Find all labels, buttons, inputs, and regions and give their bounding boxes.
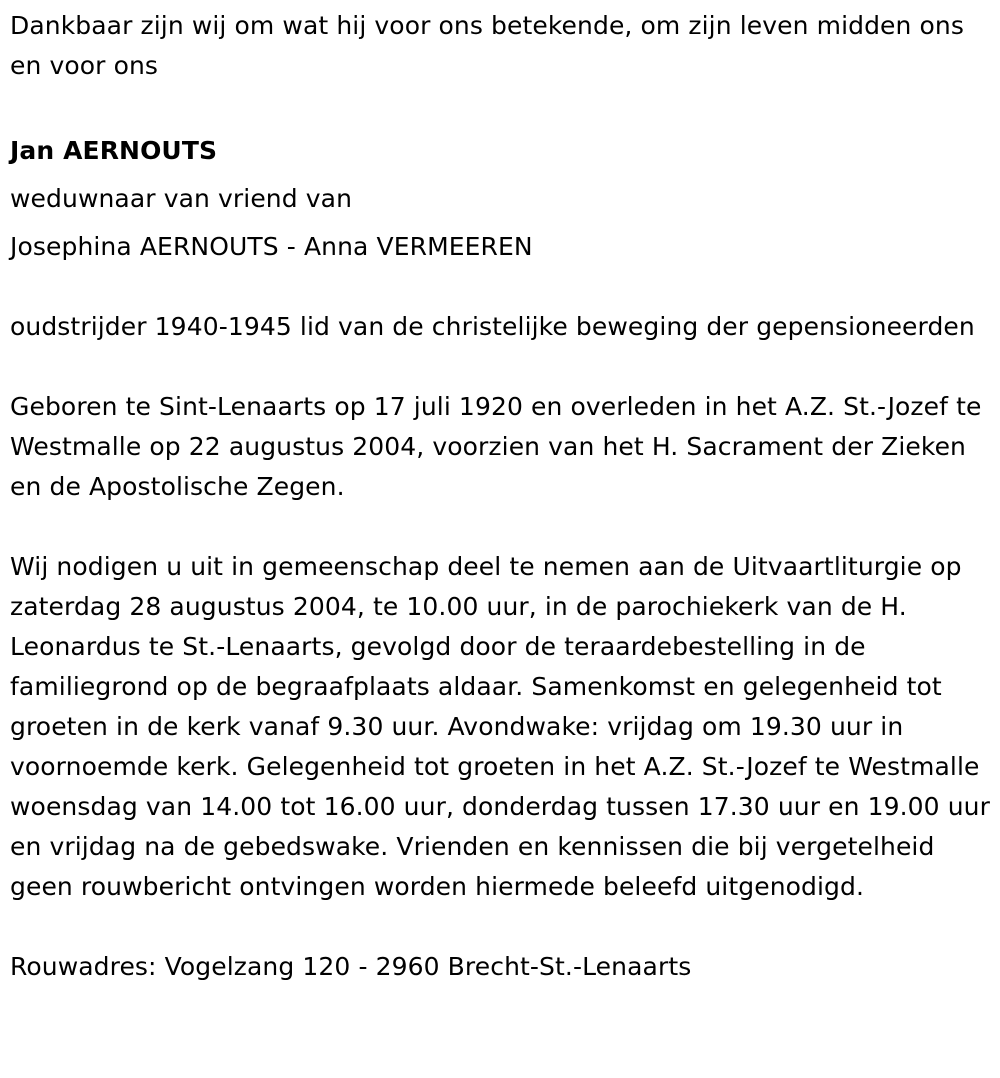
partners-text: Josephina AERNOUTS - Anna VERMEEREN (10, 232, 533, 261)
description-text: oudstrijder 1940-1945 lid van de christelijke beweging der gepensioneerden (10, 312, 975, 341)
intro-text: Dankbaar zijn wij om wat hij voor ons betekende, om zijn leven midden ons en voor ons (10, 11, 964, 80)
address-text: Rouwadres: Vogelzang 120 - 2960 Brecht-St.-Lenaarts (10, 952, 692, 981)
birth-death-text: Geboren te Sint-Lenaarts op 17 juli 1920 en overleden in het A.Z. St.-Jozef te Westmalle op 22 augustus 2004, voorzien van het H. Sacrament der Zieken en de Apostolische Zegen. (10, 392, 982, 501)
death-notice (10, 6, 995, 987)
relation-text: weduwnaar van vriend van (10, 184, 353, 213)
invitation-text: Wij nodigen u uit in gemeenschap deel te nemen aan de Uitvaartliturgie op zaterdag 28 augustus 2004, te 10.00 uur, in de parochiekerk van de H. Leonardus te St.-Lenaarts, gevolgd door de teraardebestelling in de familiegrond op de begraafplaats aldaar. Samenkomst en gelegenheid tot groeten in de kerk vanaf 9.30 uur. Avondwake: vrijdag om 19.30 uur in voornoemde kerk. Gelegenheid tot groeten in het A.Z. St.-Jozef te Westmalle woensdag van 14.00 tot 16.00 uur, donderdag tussen 17.30 uur en 19.00 uur en vrijdag na de gebedswake. Vrienden en kennissen die bij vergetelheid geen rouwbericht ontvingen worden hiermede beleefd uitgenodigd. (10, 552, 991, 901)
deceased-name: Jan AERNOUTS (10, 136, 218, 165)
